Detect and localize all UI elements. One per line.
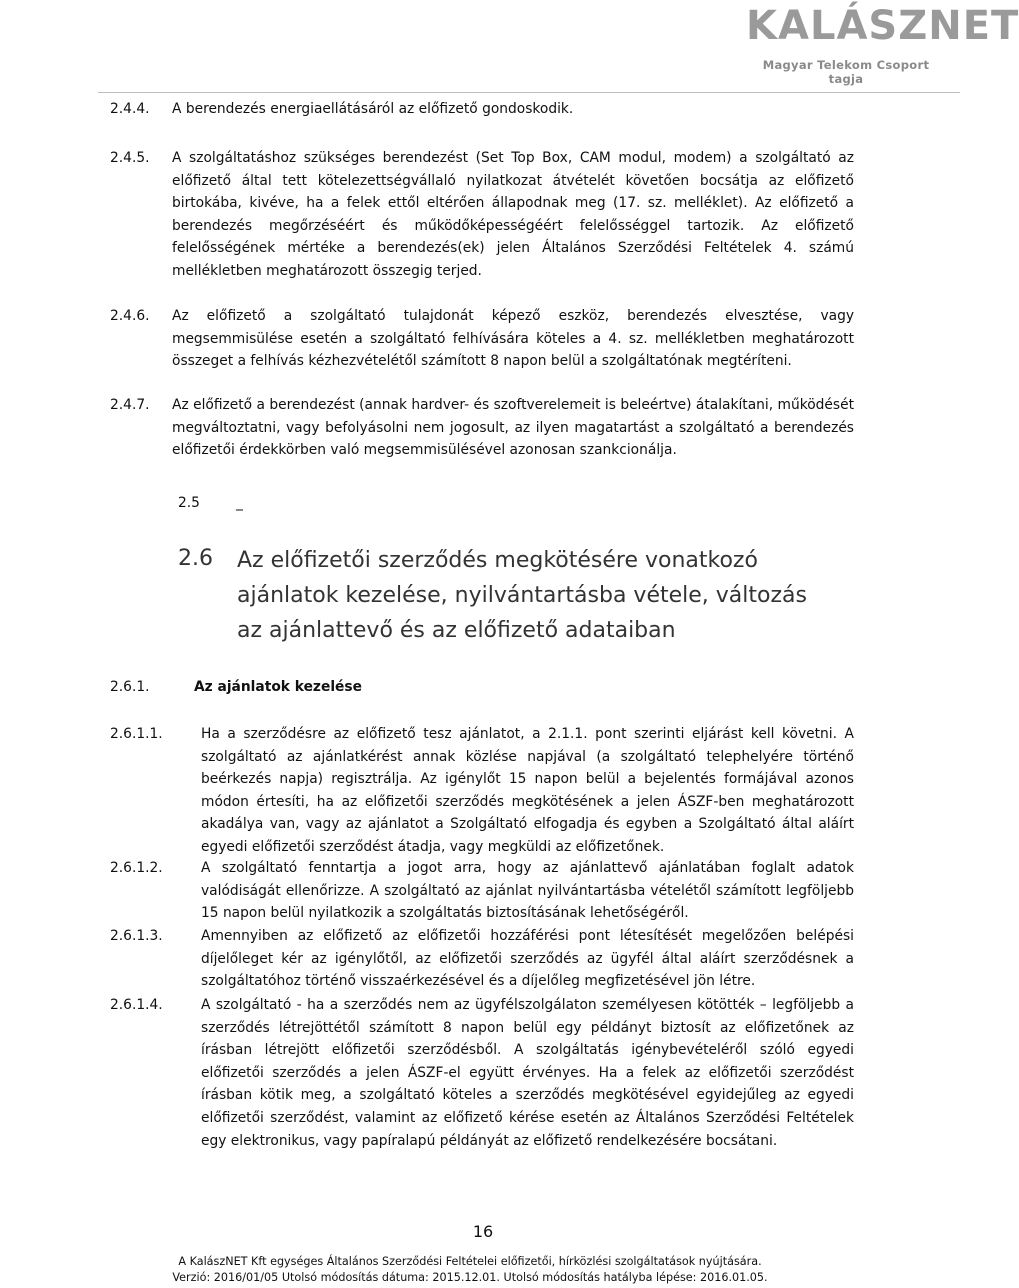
header-rule bbox=[98, 92, 960, 93]
section-number: 2.6.1.2. bbox=[110, 860, 163, 876]
section-text: A berendezés energiaellátásáról az előfizető gondoskodik. bbox=[172, 101, 574, 117]
section-number: 2.6.1. bbox=[110, 679, 150, 695]
section-number: 2.6.1.1. bbox=[110, 726, 163, 742]
footer-line-2: Verzió: 2016/01/05 Utolsó módosítás dátuma: 2015.12.01. Utolsó módosítás hatályba lépése: 2016.01.05. bbox=[172, 1271, 768, 1284]
heading-number: 2.6 bbox=[178, 546, 213, 571]
logo-brand: KALÁSZNET bbox=[746, 3, 1019, 49]
section-heading: Az előfizetői szerződés megkötésére vonatkozó ajánlatok kezelése, nyilvántartásba vétele, változás az ajánlattevő és az előfizető adataiban bbox=[237, 548, 807, 643]
section-text: A szolgáltatáshoz szükséges berendezést (Set Top Box, CAM modul, modem) a szolgáltató az előfizető által tett kötelezettségvállaló nyilatkozat átvételét követően bocsátja az előfizető birtokába, kivéve, ha a felek ettől eltérően állapodnak meg (17. sz. melléklet). Az előfizető a berendezés megőrzéséért és működőképességéért felelősséggel tartozik. Az előfizető felelősségének mértéke a berendezés(ek) jelen Általános Szerződési Feltételek 4. számú mellékletben meghatározott összegig terjed. bbox=[172, 150, 854, 279]
logo-tagline: Magyar Telekom Csoport tagja bbox=[762, 58, 930, 86]
footer-line-1: A KalászNET Kft egységes Általános Szerződési Feltételei előfizetői, hírközlési szolgáltatások nyújtására. bbox=[178, 1255, 762, 1268]
section-text: A szolgáltató fenntartja a jogot arra, hogy az ajánlattevő ajánlatában foglalt adatok valódiságát ellenőrizze. A szolgáltató az ajánlat nyilvántartásba vételétől számított legföljebb 15 napon belül nyilatkozik a szolgáltatás biztosításának lehetőségéről. bbox=[201, 860, 854, 922]
kalasznet-logo bbox=[746, 3, 1019, 86]
section-number: 2.5 bbox=[178, 495, 200, 511]
section-text: A szolgáltató - ha a szerződés nem az ügyfélszolgálaton személyesen kötötték – legföljebb a szerződés létrejöttétől számított 8 napon belül egy példányt biztosít az előfizetőnek az írásban létrejött előfizetői szerződésből. A szolgáltatás igénybevételéről szóló egyedi előfizetői szerződés a jelen ÁSZF-el együtt érvényes. Ha a felek az előfizetői szerződést írásban kötik meg, a szolgáltató köteles a szerződés megkötésével egyidejűleg az egyedi előfizetői szerződést, valamint az előfizető kérése esetén az Általános Szerződési Feltételek egy elektronikus, vagy papíralapú példányát az előfizető rendelkezésére bocsátani. bbox=[201, 997, 854, 1149]
section-number: 2.6.1.3. bbox=[110, 928, 163, 944]
section-number: 2.4.6. bbox=[110, 308, 150, 324]
section-text: Az előfizető a berendezést (annak hardver- és szoftverelemeit is beleértve) átalakítani, működését megváltoztatni, vagy befolyásolni nem jogosult, az ilyen magatartást a szolgáltató a berendezés előfizetői érdekkörben való megsemmisülésével azonosan szankcionálja. bbox=[172, 397, 854, 459]
section-number: 2.6.1.4. bbox=[110, 997, 163, 1013]
section-number: 2.4.7. bbox=[110, 397, 150, 413]
section-number: 2.4.4. bbox=[110, 101, 150, 117]
subsection-heading: Az ajánlatok kezelése bbox=[194, 679, 362, 695]
page-number: 16 bbox=[472, 1222, 494, 1241]
section-text: Az előfizető a szolgáltató tulajdonát képező eszköz, berendezés elvesztése, vagy megsemmisülése esetén a szolgáltató felhívására köteles a 4. sz. mellékletben meghatározott összeget a felhívás kézhezvételétől számított 8 napon belül a szolgáltatónak megtéríteni. bbox=[172, 308, 854, 370]
section-number: 2.4.5. bbox=[110, 150, 150, 166]
section-text: Ha a szerződésre az előfizető tesz ajánlatot, a 2.1.1. pont szerinti eljárást kell követni. A szolgáltató az ajánlatkérést annak közlése napjával (a szolgáltató telephelyére történő beérkezés napja) regisztrálja. Az igénylőt 15 napon belül a bejelentés formájával azonos módon értesíti, ha az előfizetői szerződés megkötésének a jelen ÁSZF-ben meghatározott akadálya van, vagy az ajánlatot a Szolgáltató elfogadja és egyben a Szolgáltató által aláírt egyedi előfizetői szerződést átadja, vagy megküldi az előfizetőnek. bbox=[201, 726, 854, 855]
section-text: Amennyiben az előfizető az előfizetői hozzáférési pont létesítését megelőzően belépési díjelőleget kér az igénylőtől, az előfizetői szerződés az ügyfél által aláírt szerződésnek a szolgáltatóhoz történő visszaérkezésével és a díjelőleg megfizetésével jön létre. bbox=[201, 928, 854, 990]
section-placeholder: _ bbox=[236, 495, 243, 511]
